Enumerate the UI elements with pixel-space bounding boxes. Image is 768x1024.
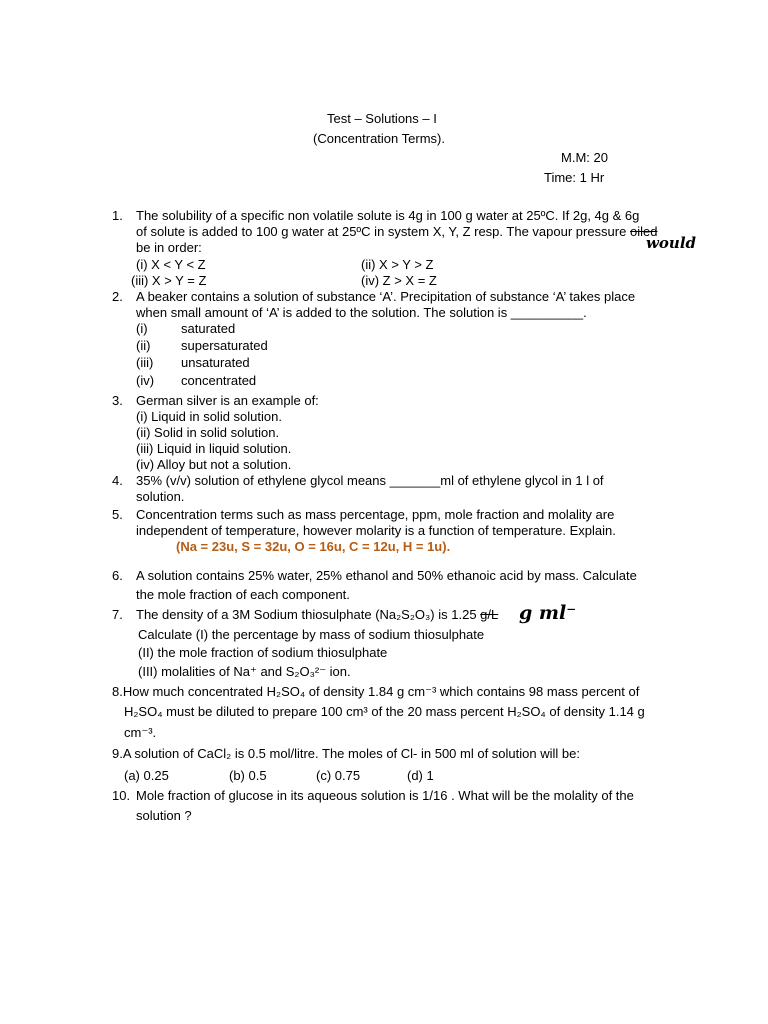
test-subtitle: (Concentration Terms). [313,131,445,146]
handwritten-unit: g ml⁻ [519,602,577,624]
time-limit: Time: 1 Hr [544,170,605,185]
question-text: The density of a 3M Sodium thiosulphate (Na₂S₂O₃) is 1.25 [136,607,481,622]
question-text-line [136,607,498,623]
option-text: concentrated [181,373,257,388]
question-number: 6. [112,568,123,583]
question-text-line: cm⁻³. [124,725,157,740]
option: (iii) X > Y = Z [131,273,207,288]
question-number: 8. [112,684,123,699]
max-marks: M.M: 20 [561,150,608,165]
atomic-masses-note: (Na = 23u, S = 32u, O = 16u, C = 12u, H = 1u). [176,539,451,554]
option: (c) 0.75 [316,768,361,783]
option-number: (ii) [136,338,151,353]
option-number: (iii) [136,355,154,370]
question-text-line: German silver is an example of: [136,393,319,408]
question-text-line [112,684,639,700]
option: (iv) Alloy but not a solution. [136,457,292,472]
option-text: unsaturated [181,355,250,370]
question-text-line: Concentration terms such as mass percentage, ppm, mole fraction and molality are [136,507,615,522]
test-title: Test – Solutions – I [327,111,437,126]
option: (a) 0.25 [124,768,169,783]
option: (i) X < Y < Z [136,257,206,272]
question-part: Calculate (I) the percentage by mass of sodium thiosulphate [138,627,485,642]
question-number: 5. [112,507,123,522]
question-text: A solution of CaCl₂ is 0.5 mol/litre. The moles of Cl- in 500 ml of solution will be: [122,746,580,761]
option: (d) 1 [407,768,434,783]
question-text-line [112,746,580,762]
option: (iii) Liquid in liquid solution. [136,441,292,456]
question-text-line: be in order: [136,240,202,255]
question-number: 10. [112,788,131,803]
question-text: of solute is added to 100 g water at 25ºC in system X, Y, Z resp. The vapour pressure [136,224,630,239]
option: (iv) Z > X = Z [361,273,437,288]
question-number: 1. [112,208,123,223]
question-number: 9. [112,746,123,761]
question-text: How much concentrated H₂SO₄ of density 1.84 g cm⁻³ which contains 98 mass percent of [122,684,640,699]
struck-out-word: oiled [629,224,658,239]
option: (b) 0.5 [229,768,267,783]
question-part: (II) the mole fraction of sodium thiosulphate [138,645,388,660]
question-text-line: independent of temperature, however molarity is a function of temperature. Explain. [136,523,616,538]
option-text: supersaturated [181,338,268,353]
question-text-line: The solubility of a specific non volatile solute is 4g in 100 g water at 25ºC. If 2g, 4g & 6g [136,208,640,223]
question-text-line: solution ? [136,808,192,823]
option: (ii) X > Y > Z [361,257,434,272]
question-text-line: A solution contains 25% water, 25% ethanol and 50% ethanoic acid by mass. Calculate [136,568,637,583]
question-text-line: 35% (v/v) solution of ethylene glycol means _______ml of ethylene glycol in 1 l of [136,473,604,488]
option: (ii) Solid in solid solution. [136,425,280,440]
question-number: 2. [112,289,123,304]
option: (i) Liquid in solid solution. [136,409,282,424]
question-number: 3. [112,393,123,408]
struck-out-unit: g/L [480,607,499,622]
question-text-line [136,224,657,240]
question-text-line: solution. [136,489,185,504]
question-number: 4. [112,473,123,488]
option-number: (i) [136,321,148,336]
option-number: (iv) [136,373,155,388]
option-text: saturated [181,321,236,336]
handwritten-correction: would [646,234,697,252]
question-part: (III) molalities of Na⁺ and S₂O₃²⁻ ion. [138,664,351,679]
question-text-line: H₂SO₄ must be diluted to prepare 100 cm³ of the 20 mass percent H₂SO₄ of density 1.14 g [124,704,645,719]
question-number: 7. [112,607,123,622]
question-text-line: when small amount of ‘A’ is added to the solution. The solution is __________. [136,305,587,320]
question-text-line: the mole fraction of each component. [136,587,350,602]
question-text-line: A beaker contains a solution of substance ‘A’. Precipitation of substance ‘A’ takes place [136,289,636,304]
question-text-line: Mole fraction of glucose in its aqueous solution is 1/16 . What will be the molality of the [136,788,634,803]
